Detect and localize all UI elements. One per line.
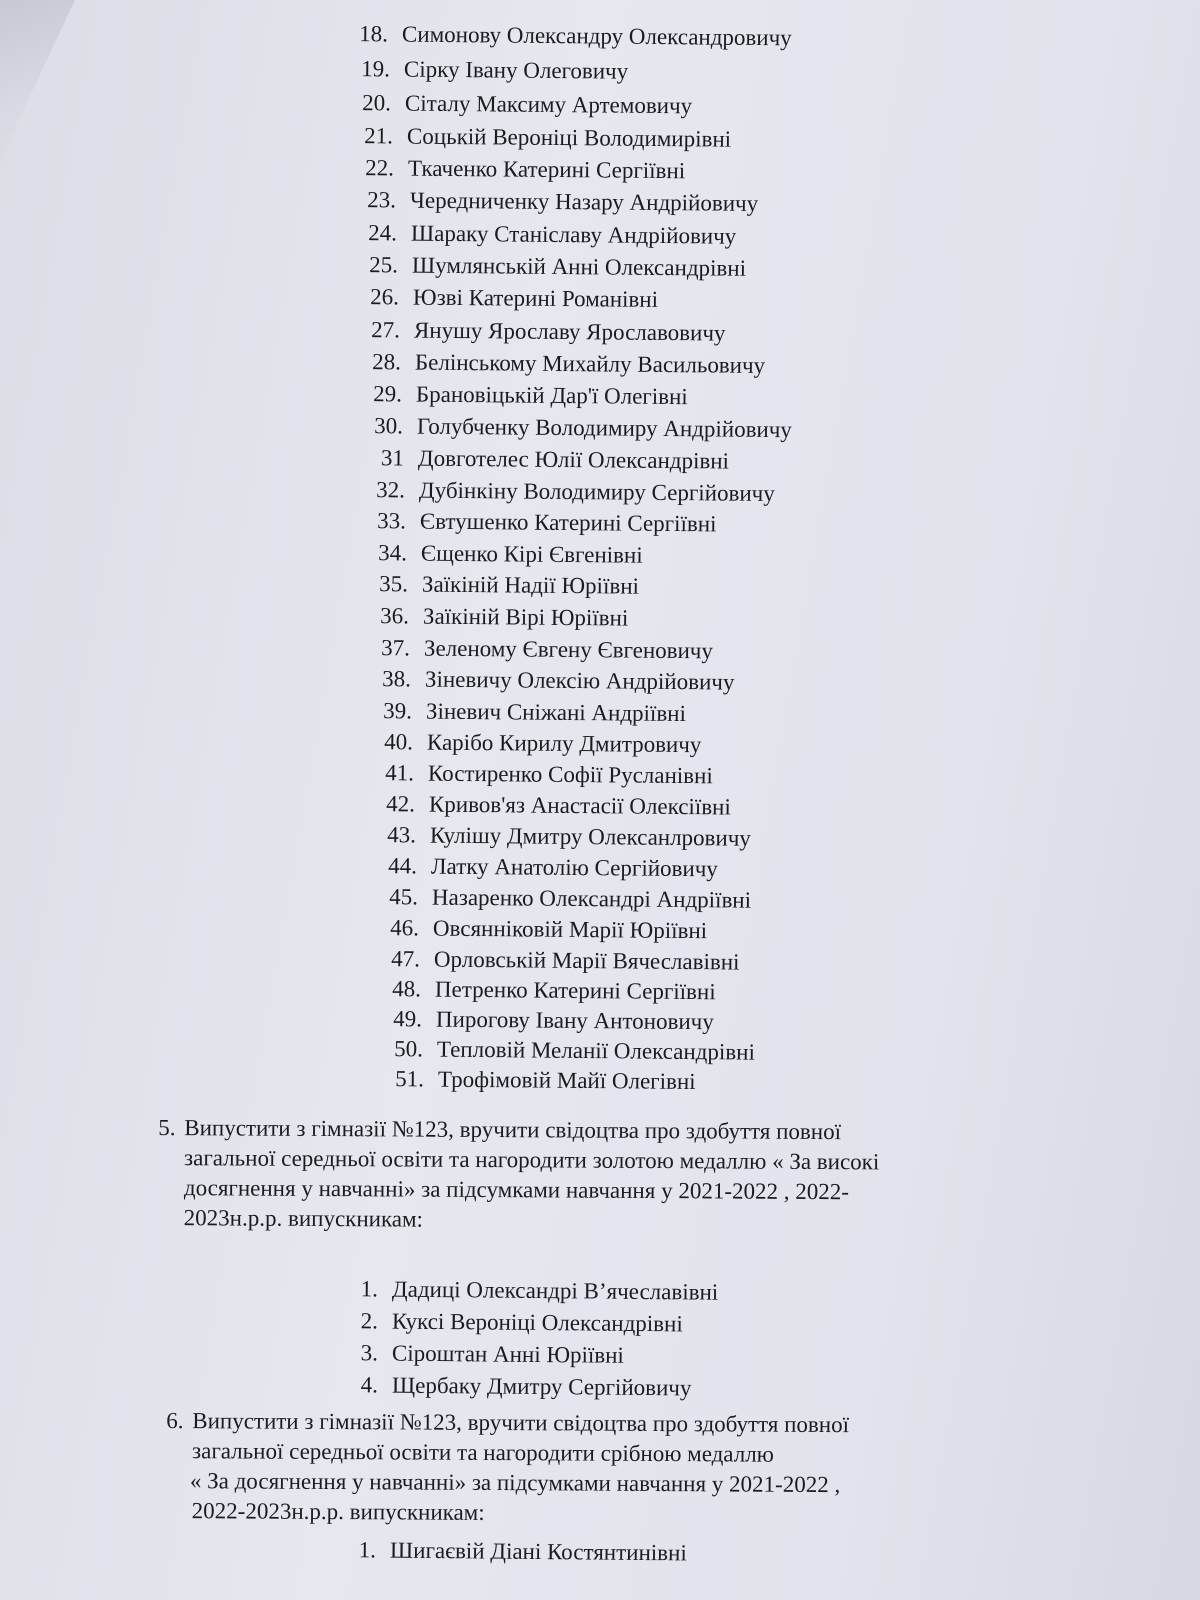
item-number: 51.	[395, 1066, 425, 1092]
item-number: 38.	[382, 666, 412, 692]
item-name: Тепловій Меланії Олександрівні	[436, 1036, 756, 1065]
list-item	[358, 507, 717, 538]
item-number: 32.	[376, 477, 406, 503]
item-number: 50.	[394, 1036, 424, 1062]
list-item	[330, 1307, 683, 1338]
item-name: Куксі Вероніці Олександрівні	[391, 1308, 683, 1337]
item-number: 46.	[390, 915, 420, 941]
item-name: Зіневичу Олексію Андрійовичу	[424, 666, 735, 695]
item-number: 25.	[369, 252, 399, 278]
item-number: 33.	[377, 508, 407, 534]
item-name: Костиренко Софії Русланівні	[427, 760, 713, 789]
list-item	[362, 634, 713, 665]
list-item	[351, 283, 658, 314]
list-item	[353, 348, 765, 380]
list-item	[343, 89, 692, 120]
paragraph-line: 2023н.р.р. випускникам:	[183, 1205, 424, 1232]
list-item	[354, 380, 688, 411]
list-item	[330, 1275, 718, 1307]
list-item	[374, 1005, 714, 1036]
item-name: Белінському Михайлу Васильовичу	[414, 349, 766, 378]
list-item	[367, 790, 731, 821]
item-number: 42.	[386, 791, 416, 817]
paragraph-item-6	[166, 1406, 849, 1530]
item-name: Заїкіній Надії Юріївні	[421, 571, 640, 599]
item-number: 27.	[371, 317, 401, 343]
list-item	[361, 602, 629, 633]
list-item	[359, 539, 643, 570]
list-item	[369, 852, 718, 883]
item-number: 49.	[393, 1006, 423, 1032]
list-item	[345, 122, 731, 154]
item-name: Карібо Кирилу Дмитровичу	[426, 729, 702, 758]
list-item	[373, 975, 716, 1006]
item-number: 43.	[387, 822, 417, 848]
item-name: Дадиці Олександрі В’ячеславівні	[391, 1276, 719, 1305]
item-number: 2.	[360, 1308, 379, 1334]
list-item	[346, 154, 685, 185]
item-number: 19.	[361, 56, 391, 82]
list-item	[340, 20, 792, 52]
item-name: Довготелес Юлії Олександрівні	[417, 445, 730, 474]
item-number: 4.	[360, 1372, 379, 1398]
item-number: 1.	[358, 1537, 377, 1563]
paragraph-line: загальної середньої освіти та нагородити срібною медаллю	[192, 1438, 774, 1467]
item-name: Овсяннiковій Марії Юріївні	[432, 915, 708, 944]
paragraph-line: Випустити з гімназії №123, вручити свідоцтва про здобуття повної	[184, 1115, 842, 1145]
item-number: 24.	[368, 220, 398, 246]
item-number: 30.	[374, 413, 404, 439]
list-item	[352, 316, 726, 348]
item-name: Кривов'яз Анастасії Олексіївні	[428, 791, 731, 820]
list-item	[371, 914, 707, 945]
item-name: Кулішу Дмитру Олексанлровичу	[429, 822, 751, 851]
item-name: Латку Анатолію Сергійовичу	[430, 853, 718, 882]
item-name: Соцькій Вероніці Володимирівні	[406, 123, 732, 152]
item-name: Назаренко Олександрі Андріївні	[431, 884, 752, 913]
item-number: 36.	[380, 603, 410, 629]
paragraph-number: 6.	[166, 1408, 184, 1434]
list-item	[355, 412, 792, 444]
item-name: Зіневич Сніжані Андріївні	[425, 698, 687, 727]
item-name: Симонову Олександру Олександровичу	[401, 21, 792, 51]
item-number: 44.	[388, 853, 418, 879]
list-item	[342, 55, 628, 86]
list-item	[330, 1371, 692, 1402]
item-number: 31	[380, 445, 405, 471]
item-name: Ткаченко Катерині Сергіївні	[407, 155, 686, 184]
item-name: Голубченку Володимиру Андрійовичу	[416, 413, 792, 443]
list-item	[349, 219, 737, 251]
list-item	[356, 444, 729, 476]
list-item	[360, 570, 639, 601]
paragraph-number: 5.	[158, 1115, 176, 1141]
item-number: 37.	[381, 635, 411, 661]
item-number: 41.	[385, 760, 415, 786]
list-item	[350, 251, 746, 283]
list-item	[370, 883, 751, 915]
item-name: Заїкіній Вірі Юріївні	[422, 603, 629, 631]
list-item	[368, 821, 751, 853]
paragraph-line: 2022-2023н.р.р. випускникам:	[191, 1498, 485, 1525]
list-item	[328, 1536, 687, 1567]
item-number: 26.	[370, 284, 400, 310]
item-number: 23.	[367, 187, 397, 213]
item-number: 22.	[365, 155, 395, 181]
list-item	[364, 697, 686, 728]
list-item	[372, 945, 740, 977]
list-item	[363, 665, 735, 697]
item-name: Шараку Станіславу Андрійовичу	[410, 220, 737, 249]
item-name: Трофімовій Майї Олегівні	[437, 1066, 696, 1095]
item-number: 18.	[359, 21, 389, 47]
list-item	[376, 1065, 696, 1096]
item-name: Юзві Катерині Романівні	[412, 284, 659, 312]
item-name: Щербаку Дмитру Сергійовичу	[391, 1372, 692, 1401]
paragraph-line: загальної середньої освіти та нагородити золотою медаллю « За високі	[184, 1145, 880, 1175]
item-number: 20.	[362, 90, 392, 116]
item-name: Сіроштан Анні Юріївні	[391, 1340, 625, 1368]
paragraph-item-5	[158, 1113, 880, 1237]
item-name: Зеленому Євгену Євгеновичу	[423, 635, 714, 664]
list-item	[348, 186, 758, 218]
item-number: 1.	[360, 1276, 379, 1302]
item-name: Сіталу Максиму Артемовичу	[404, 90, 693, 119]
paragraph-line: Випустити з гімназії №123, вручити свідоцтва про здобуття повної	[192, 1408, 850, 1438]
paragraph-line: « За досягнення у навчанні» за підсумками навчання у 2021-2022 ,	[189, 1468, 841, 1498]
item-name: Петренко Катерині Сергіївні	[434, 976, 716, 1005]
item-number: 47.	[391, 946, 421, 972]
item-number: 34.	[378, 540, 408, 566]
list-item	[357, 476, 775, 508]
list-item	[366, 759, 713, 790]
paragraph-line: досягнення у навчанні» за підсумками навчання у 2021-2022 , 2022-	[183, 1175, 850, 1205]
list-item	[365, 728, 702, 759]
item-name: Орловській Марії Вячеславівні	[433, 946, 740, 975]
item-name: Сірку Івану Олеговичу	[403, 56, 629, 84]
page-corner-shadow	[0, 0, 80, 160]
item-number: 21.	[364, 123, 394, 149]
list-item	[375, 1035, 755, 1067]
item-number: 35.	[379, 571, 409, 597]
item-name: Євтушенко Катерині Сергіївні	[419, 508, 717, 537]
item-number: 40.	[384, 729, 414, 755]
item-name: Чередниченку Назару Андрійовичу	[409, 187, 759, 216]
item-name: Єщенко Кірі Євгенівні	[420, 540, 643, 568]
list-item	[330, 1339, 624, 1370]
item-name: Янушу Ярославу Ярославовичу	[413, 317, 726, 346]
item-number: 28.	[372, 349, 402, 375]
item-number: 39.	[383, 698, 413, 724]
item-number: 29.	[373, 381, 403, 407]
item-number: 3.	[360, 1340, 379, 1366]
item-name: Шумлянській Анні Олександрівні	[411, 252, 747, 281]
item-name: Пирогову Івану Антоновичу	[435, 1006, 714, 1035]
item-name: Брановіцькій Дар'ї Олегівні	[415, 381, 688, 410]
item-name: Шигаєвій Діані Костянтинівні	[389, 1537, 687, 1566]
item-number: 45.	[389, 884, 419, 910]
item-number: 48.	[392, 976, 422, 1002]
item-name: Дубінкіну Володимиру Сергійовичу	[418, 477, 775, 507]
